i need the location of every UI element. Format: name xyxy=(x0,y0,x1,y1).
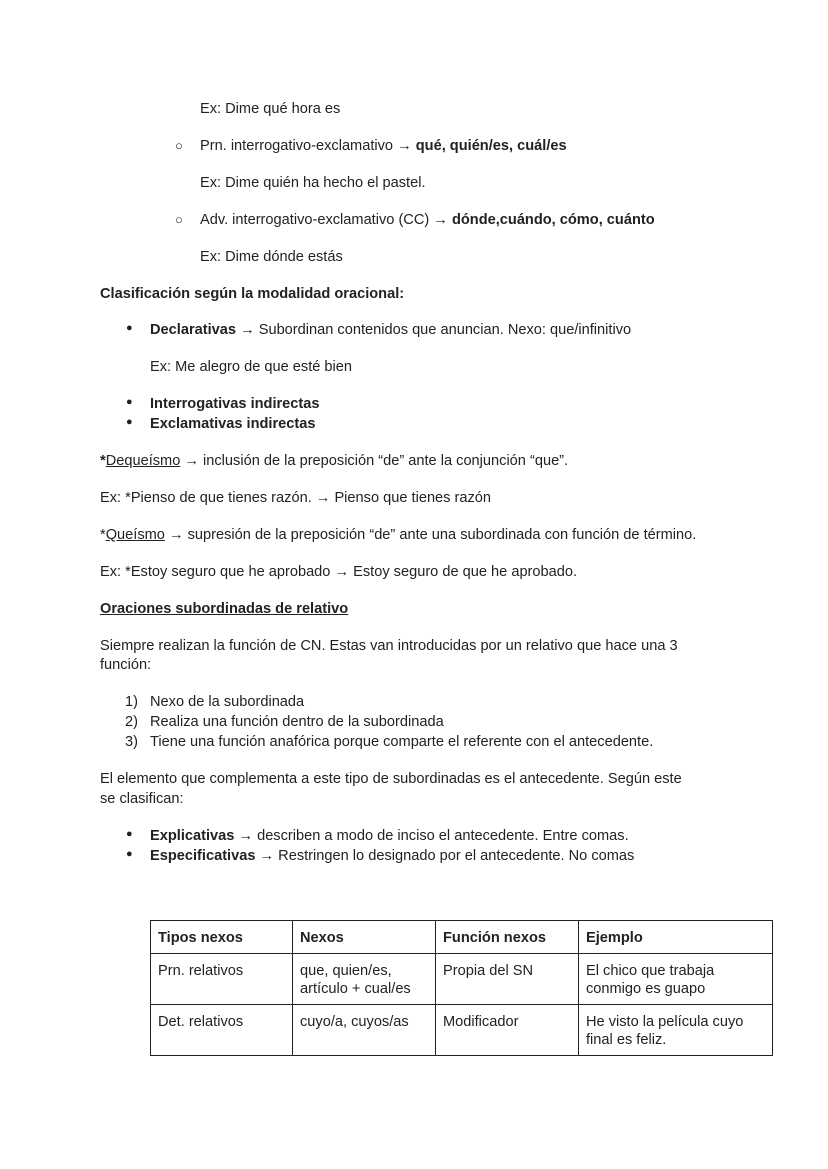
table-row xyxy=(151,1005,773,1056)
example-text: Ex: Dime dónde estás xyxy=(200,249,343,265)
table-cell: cuyo/a, cuyos/as xyxy=(293,1005,436,1056)
table-cell: Modificador xyxy=(436,1005,579,1056)
queismo-definition: *Queísmo → supresión de la preposición “de” ante una subordinada con función de término. xyxy=(100,527,697,543)
numbered-item-number: 3) xyxy=(125,734,138,750)
list-item-explicativas: Explicativas → describen a modo de inciso el antecedente. Entre comas. xyxy=(150,828,629,844)
list-item-especificativas: Especificativas → Restringen lo designado por el antecedente. No comas xyxy=(150,848,635,864)
table-header-cell: Función nexos xyxy=(436,921,579,954)
table-cell: Det. relativos xyxy=(151,1005,293,1056)
section-heading: Oraciones subordinadas de relativo xyxy=(100,601,349,617)
list-item-prn: Prn. interrogativo-exclamativo → qué, quién/es, cuál/es xyxy=(200,138,567,154)
table-row xyxy=(151,954,773,1005)
table-cell: que, quien/es, artículo + cual/es xyxy=(293,954,436,1005)
example-text: Ex: Dime quién ha hecho el pastel. xyxy=(200,175,426,191)
numbered-item: Tiene una función anafórica porque comparte el referente con el antecedente. xyxy=(150,734,654,750)
dot-bullet-icon: ● xyxy=(126,416,133,428)
table-cell: Propia del SN xyxy=(436,954,579,1005)
relative-nexus-table xyxy=(150,920,773,1056)
dot-bullet-icon: ● xyxy=(126,322,133,334)
paragraph-line: Siempre realizan la función de CN. Estas van introducidas por un relativo que hace una 3 xyxy=(100,638,678,654)
list-item-exclamativas: Exclamativas indirectas xyxy=(150,416,316,432)
dequeismo-example: Ex: *Pienso de que tienes razón. → Pienso que tienes razón xyxy=(100,490,492,506)
example-text: Ex: Dime qué hora es xyxy=(200,101,341,117)
list-item-interrogativas: Interrogativas indirectas xyxy=(150,396,320,412)
numbered-item: Realiza una función dentro de la subordinada xyxy=(150,714,444,730)
table-cell: Prn. relativos xyxy=(151,954,293,1005)
table-header-cell: Nexos xyxy=(293,921,436,954)
numbered-item-number: 2) xyxy=(125,714,138,730)
list-item-adv: Adv. interrogativo-exclamativo (CC) → dónde,cuándo, cómo, cuánto xyxy=(200,212,655,228)
dot-bullet-icon: ● xyxy=(126,828,133,840)
paragraph-line: se clasifican: xyxy=(100,791,184,807)
table-cell: He visto la película cuyo final es feliz. xyxy=(579,1005,773,1056)
paragraph-line: función: xyxy=(100,657,152,673)
table-header-cell: Tipos nexos xyxy=(151,921,293,954)
section-heading: Clasificación según la modalidad oracional: xyxy=(100,286,405,302)
paragraph-line: El elemento que complementa a este tipo de subordinadas es el antecedente. Según este xyxy=(100,771,682,787)
queismo-example: Ex: *Estoy seguro que he aprobado → Estoy seguro de que he aprobado. xyxy=(100,564,578,580)
table-header-row xyxy=(151,921,773,954)
dot-bullet-icon: ● xyxy=(126,848,133,860)
numbered-item-number: 1) xyxy=(125,694,138,710)
table-cell: El chico que trabaja conmigo es guapo xyxy=(579,954,773,1005)
circle-bullet-icon: ○ xyxy=(175,212,183,227)
dequeismo-definition: *Dequeísmo → inclusión de la preposición “de” ante la conjunción “que”. xyxy=(100,453,569,469)
list-item-declarativas: Declarativas → Subordinan contenidos que anuncian. Nexo: que/infinitivo xyxy=(150,322,632,338)
circle-bullet-icon: ○ xyxy=(175,138,183,153)
table-header-cell: Ejemplo xyxy=(579,921,773,954)
dot-bullet-icon: ● xyxy=(126,396,133,408)
numbered-item: Nexo de la subordinada xyxy=(150,694,305,710)
example-text: Ex: Me alegro de que esté bien xyxy=(150,359,353,375)
